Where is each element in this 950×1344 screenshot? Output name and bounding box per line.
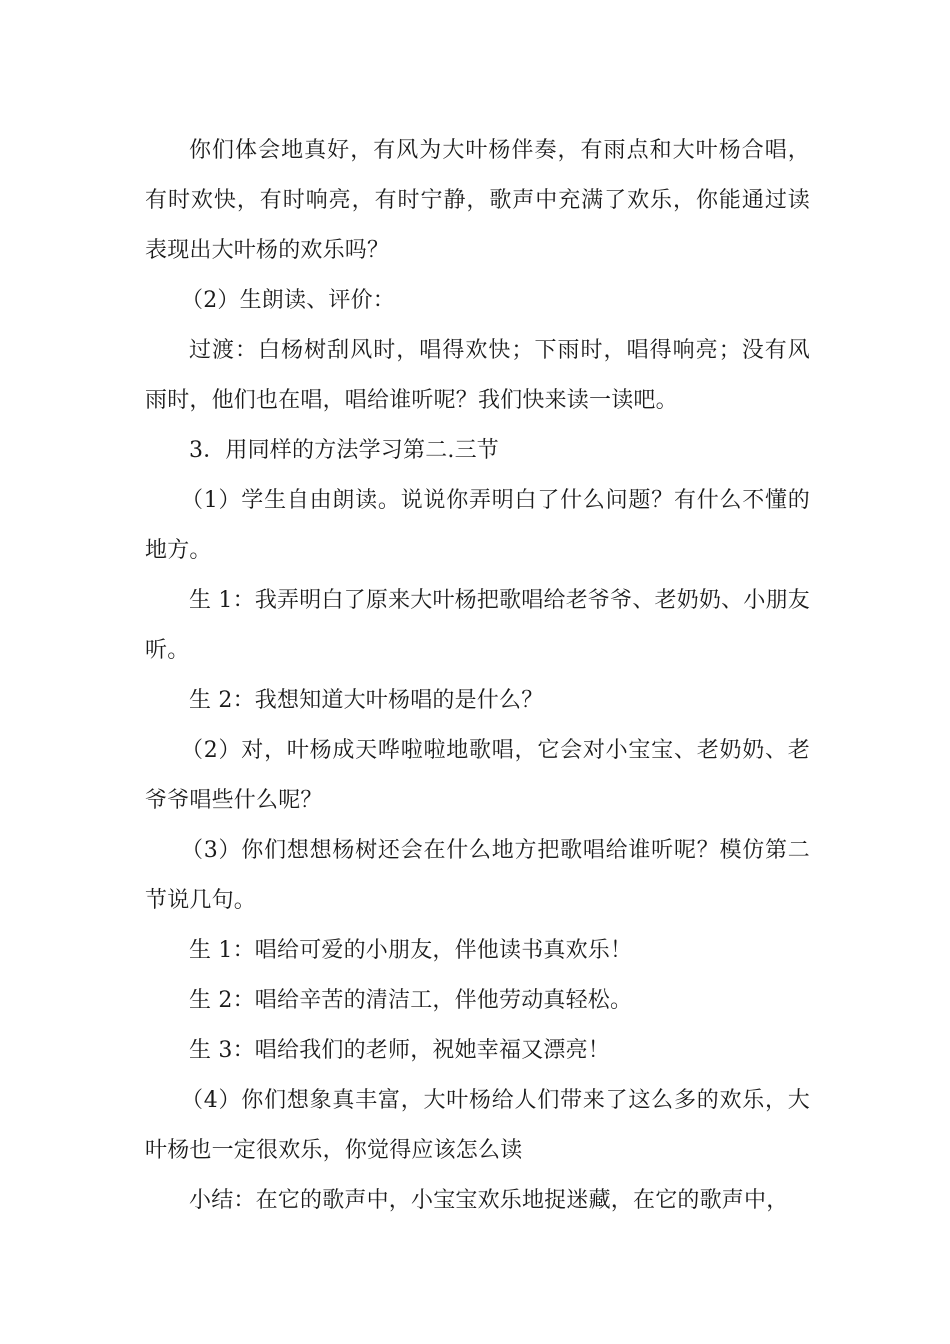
paragraph-student-2-question: 生 2：我想知道大叶杨唱的是什么？ [189, 688, 544, 713]
paragraph-section-3-heading: 3．用同样的方法学习第二.三节 [189, 438, 499, 463]
document-body [145, 126, 810, 1226]
paragraph-student-1-example: 生 1：唱给可爱的小朋友，伴他读书真欢乐！ [189, 938, 633, 963]
paragraph-step-4-imagination: （4）你们想象真丰富，大叶杨给人们带来了这么多的欢乐，大叶杨也一定很欢乐，你觉得应该怎么读 [145, 1088, 810, 1163]
paragraph-student-3-example: 生 3：唱给我们的老师，祝她幸福又漂亮！ [189, 1038, 610, 1063]
paragraph-transition: 过渡：白杨树刮风时，唱得欢快；下雨时，唱得响亮；没有风雨时，他们也在唱，唱给谁听呢？我们快来读一读吧。 [145, 338, 810, 413]
paragraph-step-2-read-aloud: （2）生朗读、评价： [181, 288, 395, 313]
paragraph-teacher-praise: 你们体会地真好，有风为大叶杨伴奏，有雨点和大叶杨合唱，有时欢快，有时响亮，有时宁静，歌声中充满了欢乐，你能通过读表现出大叶杨的欢乐吗？ [145, 138, 810, 263]
paragraph-student-2-example: 生 2：唱给辛苦的清洁工，伴他劳动真轻松。 [189, 988, 633, 1013]
paragraph-student-1-answer: 生 1：我弄明白了原来大叶杨把歌唱给老爷爷、老奶奶、小朋友听。 [145, 588, 810, 663]
paragraph-step-1-free-reading: （1）学生自由朗读。说说你弄明白了什么问题？有什么不懂的地方。 [145, 488, 810, 563]
paragraph-step-2-singing: （2）对，叶杨成天哗啦啦地歌唱，它会对小宝宝、老奶奶、老爷爷唱些什么呢？ [145, 738, 810, 813]
paragraph-summary: 小结：在它的歌声中，小宝宝欢乐地捉迷藏，在它的歌声中， [189, 1188, 789, 1213]
paragraph-step-3-imitate: （3）你们想想杨树还会在什么地方把歌唱给谁听呢？模仿第二节说几句。 [145, 838, 810, 913]
